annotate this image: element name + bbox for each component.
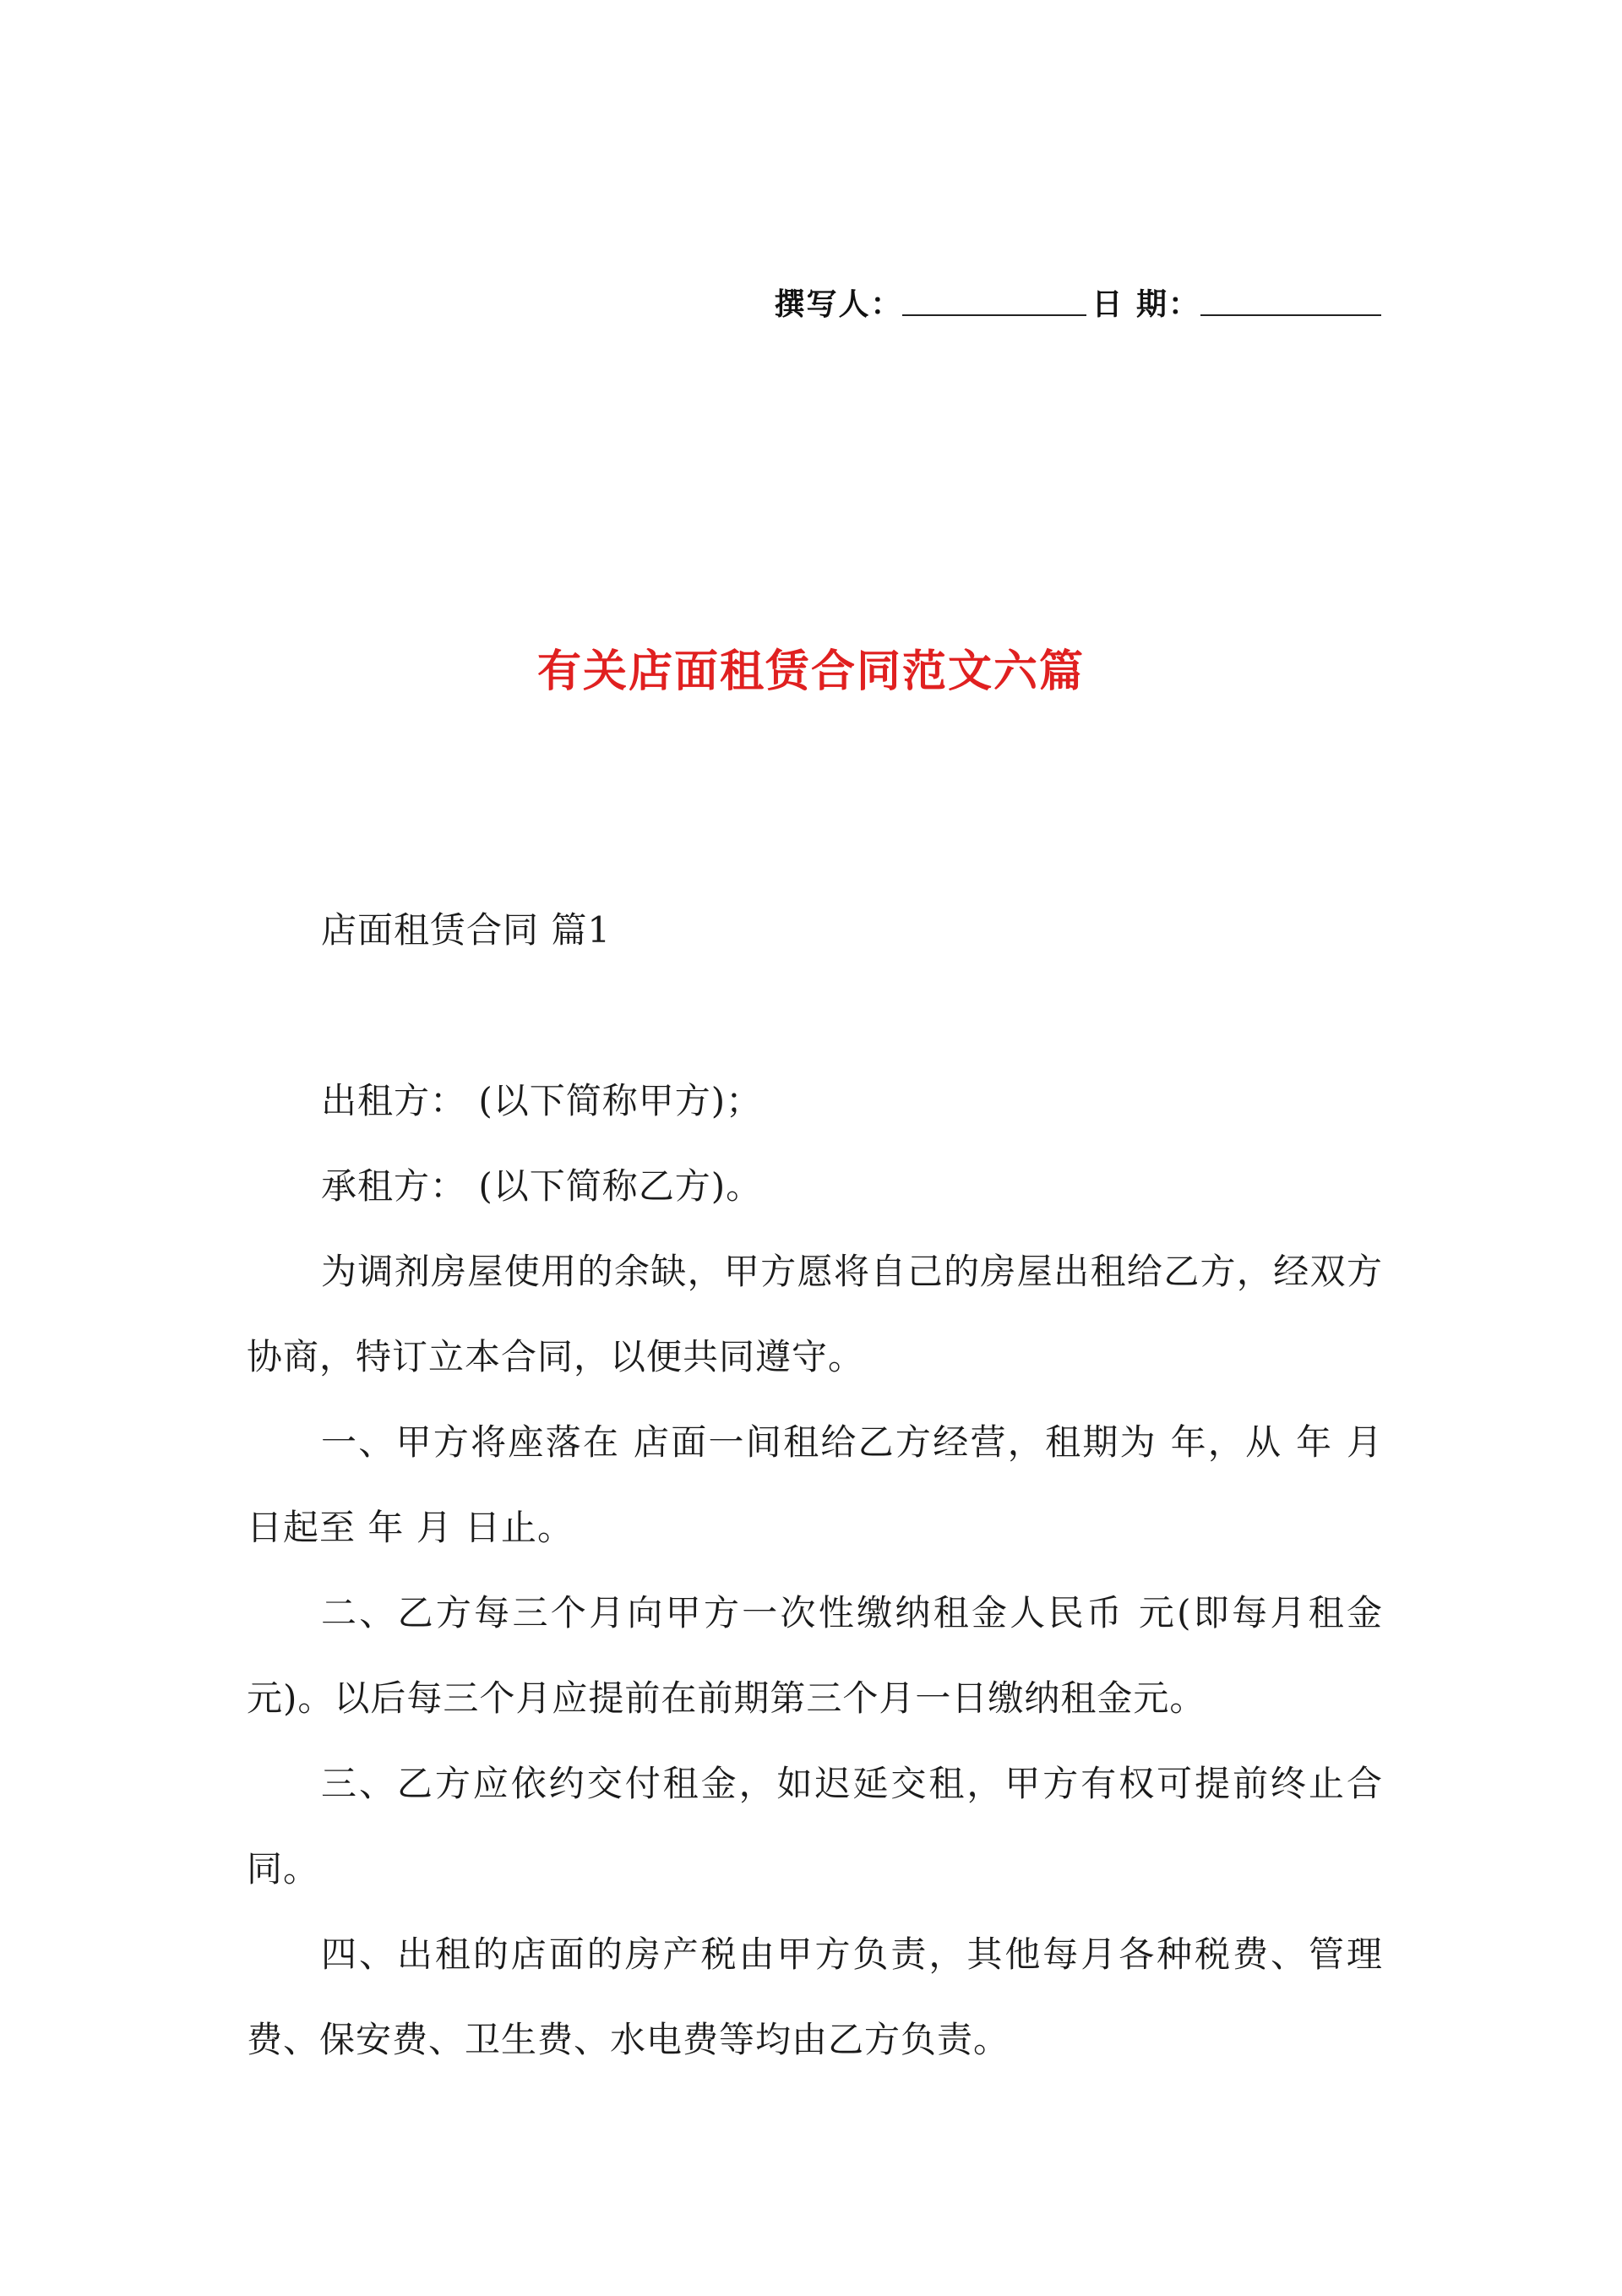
date-blank — [1200, 287, 1381, 316]
document-title: 有关店面租赁合同范文六篇 — [536, 646, 1085, 697]
writer-label: 撰写人： — [774, 286, 903, 322]
paragraph: 三、乙方应依约交付租金，如迟延交租，甲方有权可提前终止合同。 — [247, 1763, 1383, 1890]
writer-blank — [902, 287, 1086, 316]
paragraph: 为调剂房屋使用的余缺，甲方愿将自己的房屋出租给乙方，经双方协商，特订立本合同，以便共同遵守。 — [247, 1251, 1383, 1377]
paragraph: 二、乙方每三个月向甲方一次性缴纳租金人民币 元(即每月租金 元)。以后每三个月应提前在前期第三个月一日缴纳租金元。 — [247, 1592, 1383, 1719]
section-heading: 店面租赁合同 篇1 — [321, 909, 612, 951]
paragraph: 一、甲方将座落在 店面一间租给乙方经营，租期为 年，从 年 月 日起至 年 月 日止。 — [247, 1421, 1383, 1548]
document-body — [247, 887, 1383, 2082]
date-label: 日 期： — [1091, 286, 1200, 322]
paragraph: 四、出租的店面的房产税由甲方负责，其他每月各种税费、管理费、保安费、卫生费、水电费等均由乙方负责。 — [247, 1933, 1383, 2060]
paragraph: 出租方： (以下简称甲方)； — [321, 1080, 763, 1121]
paragraph: 承租方： (以下简称乙方)。 — [321, 1165, 763, 1207]
author-date-line — [774, 281, 1381, 324]
